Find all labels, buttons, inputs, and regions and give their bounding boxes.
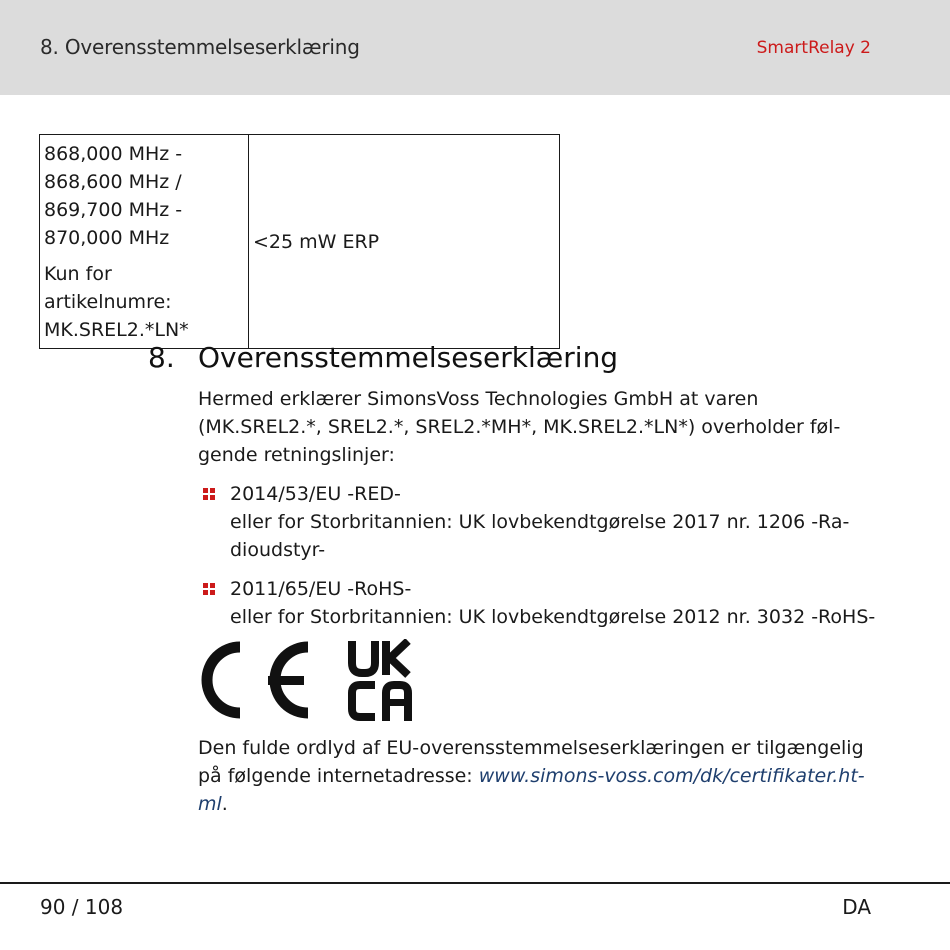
- frequency-line: 870,000 MHz: [44, 227, 170, 249]
- bullet-line: 2014/53/EU -RED-: [230, 483, 401, 505]
- certificates-link-continued[interactable]: ml: [198, 793, 222, 815]
- bullet-line: eller for Storbritannien: UK lovbekendtgørelse 2017 nr. 1206 -Ra-: [230, 511, 850, 533]
- power-cell: <25 mW ERP: [249, 135, 560, 349]
- cell-spacer: [44, 252, 244, 260]
- certificates-link[interactable]: www.simons-voss.com/dk/certifikater.ht-: [478, 765, 865, 787]
- intro-line: (MK.SREL2.*, SREL2.*, SREL2.*MH*, MK.SREL2.*LN*) overholder føl-: [198, 416, 841, 438]
- frequency-cell: [40, 135, 249, 349]
- bullet-line: eller for Storbritannien: UK lovbekendtgørelse 2012 nr. 3032 -RoHS-: [230, 606, 876, 628]
- article-note-line: Kun for artikelnumre:: [44, 263, 172, 313]
- red-bullet-icon: [203, 488, 215, 500]
- page-number: 90 / 108: [40, 895, 124, 919]
- bullet-line: dioudstyr-: [230, 539, 326, 561]
- closing-line: [198, 762, 878, 790]
- intro-line: gende retningslinjer:: [198, 444, 395, 466]
- list-item: [230, 480, 890, 564]
- table-row: [40, 135, 560, 349]
- closing-period: .: [221, 793, 228, 815]
- ukca-mark-logo: [352, 641, 408, 721]
- closing-line: [198, 790, 878, 818]
- language-code: DA: [842, 895, 871, 919]
- frequency-line: 869,700 MHz -: [44, 199, 183, 221]
- conformity-marks: [198, 639, 438, 727]
- closing-line: Den fulde ordlyd af EU-overensstemmelseserklæringen er tilgængelig: [198, 737, 864, 759]
- intro-line: Hermed erklærer SimonsVoss Technologies GmbH at varen: [198, 388, 759, 410]
- frequency-table: [39, 134, 560, 349]
- frequency-line: 868,600 MHz /: [44, 171, 182, 193]
- closing-prefix: på følgende internetadresse:: [198, 765, 479, 787]
- bullet-line: 2011/65/EU -RoHS-: [230, 578, 412, 600]
- frequency-line: 868,000 MHz -: [44, 143, 183, 165]
- footer-divider: [0, 882, 950, 884]
- header-product-name: SmartRelay 2: [756, 38, 871, 58]
- conformity-marks-graphic: [198, 639, 438, 723]
- section-title: Overensstemmelseserklæring: [198, 341, 619, 374]
- page-header: [0, 0, 950, 95]
- closing-paragraph: [198, 734, 878, 818]
- article-note-line: MK.SREL2.*LN*: [44, 319, 189, 341]
- ce-mark-logo: [207, 647, 308, 713]
- intro-paragraph: [198, 385, 878, 469]
- section-number: 8.: [148, 341, 175, 374]
- red-bullet-icon: [203, 583, 215, 595]
- list-item: [230, 575, 890, 631]
- header-chapter-title: 8. Overensstemmelseserklæring: [40, 35, 360, 59]
